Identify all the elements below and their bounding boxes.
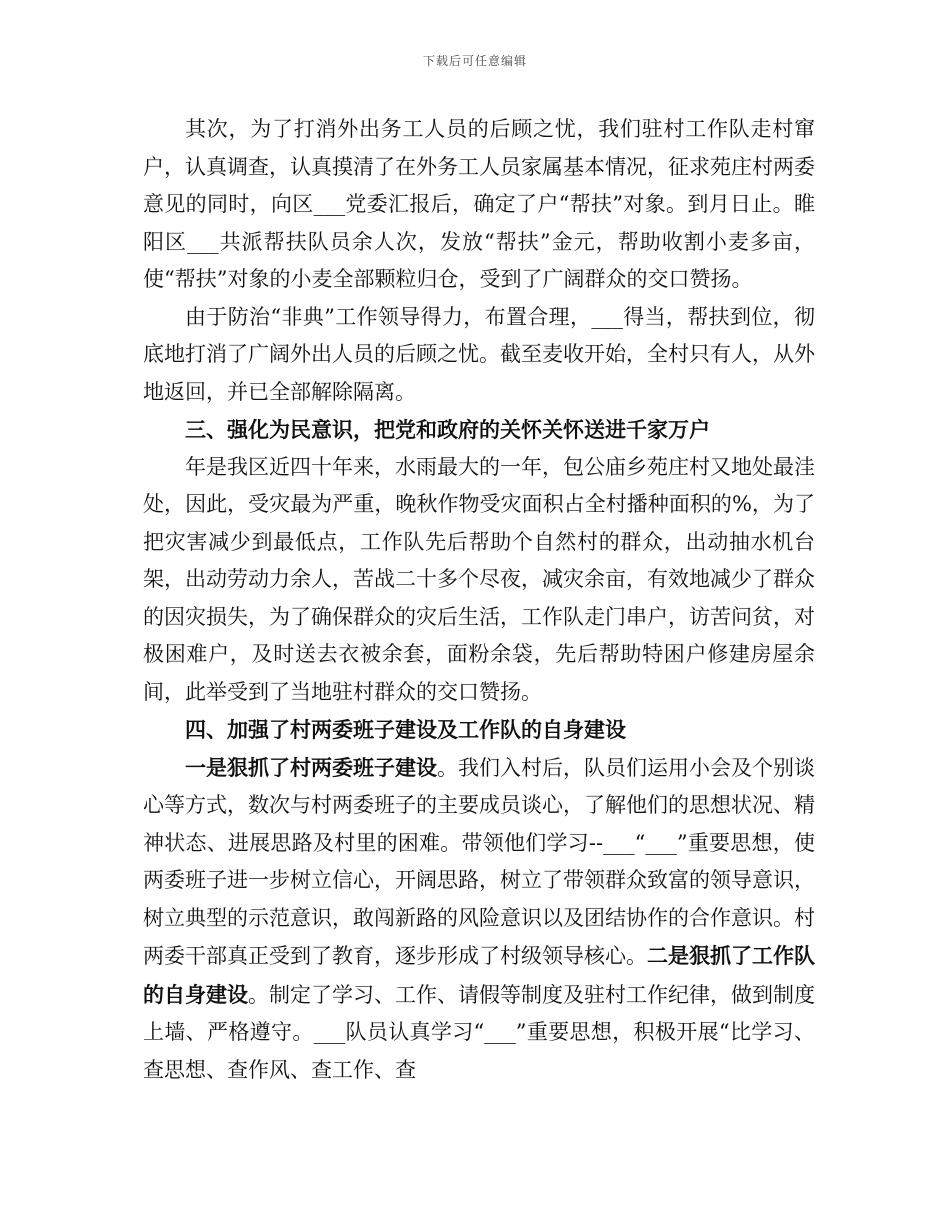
- text-village-committee: 。我们入村后，队员们运用小会及个别谈心等方式，数次与村两委班子的主要成员谈心，了解他们的思想状况、精神状态、进展思路及村里的困难。带领他们学习--___“___”重要思想，使两委班子进一步树立信心，开阔思路，树立了带领群众致富的领导意识，树立典型的示范意识，敢闯新路的风险意识以及团结协作的合作意识。村两委干部真正受到了教育，逐步形成了村级领导核心。: [143, 755, 815, 968]
- text-work-team: 。制定了学习、工作、请假等制度及驻村工作纪律，做到制度上墙、严格遵守。___队员认真学习“___”重要思想，积极开展“比学习、查思想、查作风、查工作、查: [143, 982, 815, 1082]
- section-heading-four: 四、加强了村两委班子建设及工作队的自身建设: [185, 717, 626, 742]
- paragraph-followup-measures: 其次，为了打消外出务工人员的后顾之忧，我们驻村工作队走村窜户，认真调查，认真摸清了在外务工人员家属基本情况，征求苑庄村两委意见的同时，向区___党委汇报后，确定了户“帮扶”对象。到月日止。睢阳区___共派帮扶队员余人次，发放“帮扶”金元，帮助收割小麦多亩，使“帮扶”对象的小麦全部颗粒归仓，受到了广阔群众的交口赞扬。: [143, 117, 815, 291]
- page-header-note: 下载后可任意编辑: [422, 54, 527, 68]
- document-body: [143, 111, 815, 1089]
- paragraph-flood-relief: 年是我区近四十年来，水雨最大的一年，包公庙乡苑庄村又地处最洼处，因此，受灾最为严重，晚秋作物受灾面积占全村播种面积的%，为了把灾害减少到最低点，工作队先后帮助个自然村的群众，出动抽水机台架，出动劳动力余人，苦战二十多个尽夜，减灾余亩，有效地减少了群众的因灾损失，为了确保群众的灾后生活，工作队走门串户，访苦问贫，对极困难户，及时送去衣被余套，面粉余袋，先后帮助特困户修建房屋余间，此举受到了当地驻村群众的交口赞扬。: [143, 454, 815, 704]
- paragraph-sars-prevention: 由于防治“非典”工作领导得力，布置合理，___得当，帮扶到位，彻底地打消了广阔外出人员的后顾之忧。截至麦收开始，全村只有人，从外地返回，并已全部解除隔离。: [143, 304, 815, 404]
- paragraph-team-building: [143, 749, 815, 1090]
- section-heading-three: 三、强化为民意识，把党和政府的关怀关怀送进千家万户: [185, 417, 710, 442]
- bold-lead-village-committee: 一是狠抓了村两委班子建设: [185, 754, 437, 780]
- bold-lead-work-team: 二是狠抓了工作队的自身建设: [143, 943, 815, 1007]
